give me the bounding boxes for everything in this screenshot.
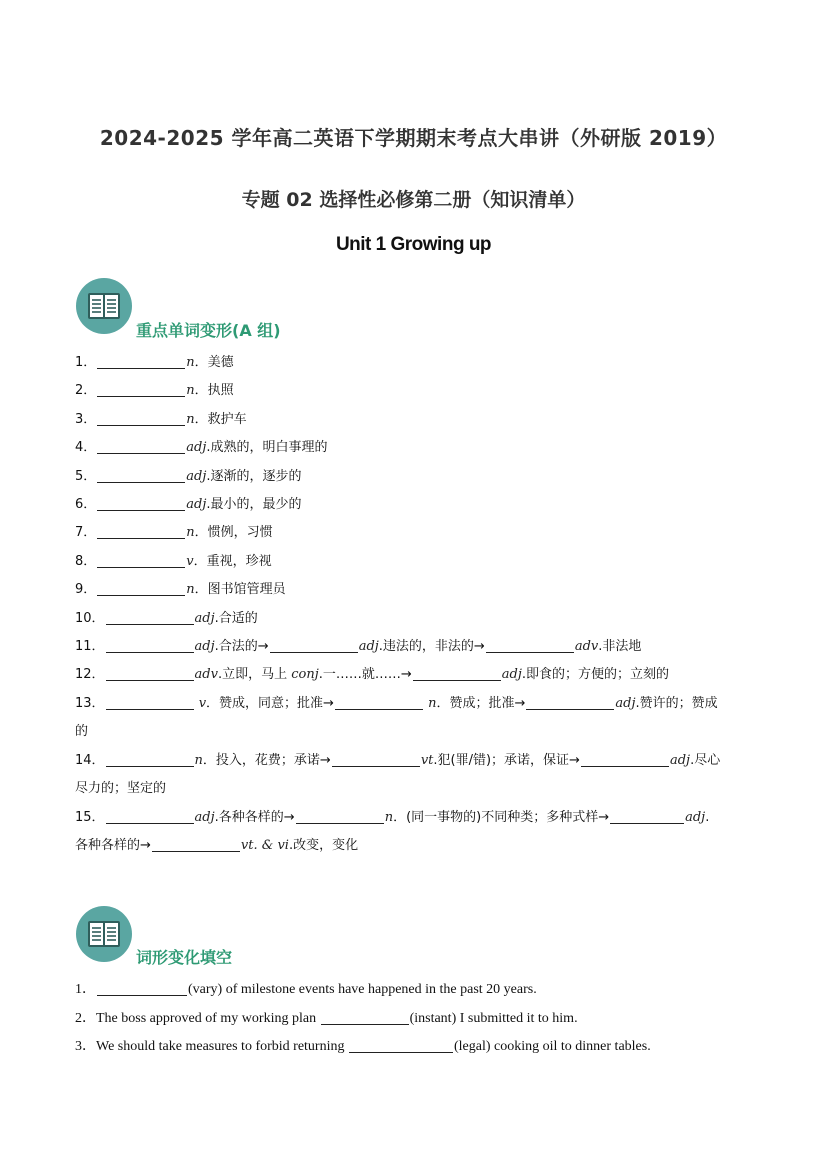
part-of-speech: adj bbox=[186, 440, 207, 456]
book-icon bbox=[88, 293, 120, 319]
meaning-text: 各种各样的→ bbox=[75, 837, 151, 853]
item-number: 1． bbox=[75, 982, 96, 997]
part-of-speech: adj bbox=[685, 809, 706, 825]
answer-blank[interactable] bbox=[106, 666, 194, 681]
answer-blank[interactable] bbox=[581, 752, 669, 767]
part-of-speech: n bbox=[186, 383, 195, 399]
item-number: 3． bbox=[75, 1039, 96, 1054]
part-of-speech: n bbox=[384, 809, 394, 825]
item-number: 12． bbox=[75, 667, 105, 683]
answer-blank[interactable] bbox=[413, 666, 501, 681]
meaning-text: .成熟的，明白事理的 bbox=[206, 440, 328, 456]
answer-blank[interactable] bbox=[97, 524, 185, 539]
word-form-exercise-list bbox=[75, 976, 775, 1062]
list-item-continuation bbox=[75, 832, 755, 860]
part-of-speech: adj bbox=[186, 468, 207, 484]
part-of-speech: v bbox=[186, 553, 194, 569]
unit-title: Unit 1 Growing up bbox=[335, 234, 492, 255]
exercise-item bbox=[75, 1033, 775, 1062]
meaning-text: 的 bbox=[75, 724, 89, 740]
item-number: 7． bbox=[75, 525, 97, 541]
item-number: 14． bbox=[75, 752, 105, 768]
part-of-speech: conj bbox=[291, 667, 319, 683]
answer-blank[interactable] bbox=[106, 638, 194, 653]
item-number: 6． bbox=[75, 497, 97, 513]
answer-blank[interactable] bbox=[270, 638, 358, 653]
part-of-speech: adv bbox=[574, 639, 599, 655]
part-of-speech: n bbox=[186, 411, 195, 427]
item-number: 15． bbox=[75, 809, 105, 825]
part-of-speech: adj bbox=[615, 695, 636, 711]
meaning-text: .各种各样的→ bbox=[214, 809, 295, 825]
part-of-speech: adv bbox=[194, 667, 218, 683]
meaning-text: ．重视，珍视 bbox=[193, 553, 272, 569]
list-item bbox=[75, 548, 755, 576]
item-number: 13． bbox=[75, 695, 105, 711]
part-of-speech: n bbox=[428, 695, 437, 711]
part-of-speech: n bbox=[186, 525, 195, 541]
meaning-text: ．救护车 bbox=[194, 411, 247, 427]
part-of-speech: adj bbox=[194, 639, 215, 655]
meaning-text: .犯(罪/错)；承诺，保证→ bbox=[433, 752, 580, 768]
item-number: 10． bbox=[75, 610, 105, 626]
sentence-text: We should take measures to forbid returning bbox=[96, 1039, 348, 1054]
meaning-text: .赞许的；赞成 bbox=[635, 695, 718, 711]
meaning-text: .非法地 bbox=[598, 639, 642, 655]
sentence-text: I submitted it to him. bbox=[456, 1010, 578, 1026]
item-number: 5． bbox=[75, 468, 97, 484]
list-item bbox=[75, 747, 755, 775]
section-label: 重点单词变形(A 组) bbox=[136, 321, 281, 340]
part-of-speech: n bbox=[186, 355, 195, 370]
answer-blank[interactable] bbox=[321, 1010, 409, 1025]
section-badge bbox=[76, 278, 132, 334]
list-item bbox=[75, 491, 755, 519]
answer-blank[interactable] bbox=[97, 439, 185, 454]
list-item-continuation bbox=[75, 718, 755, 746]
answer-blank[interactable] bbox=[332, 752, 420, 767]
answer-blank[interactable] bbox=[97, 553, 185, 568]
item-number: 1． bbox=[75, 355, 97, 370]
part-of-speech: n bbox=[186, 582, 195, 598]
exercise-item bbox=[75, 1005, 775, 1034]
item-number: 3． bbox=[75, 411, 97, 427]
list-item-continuation bbox=[75, 775, 755, 803]
meaning-text: .尽心 bbox=[690, 752, 721, 768]
part-of-speech: adj bbox=[669, 752, 691, 768]
list-item bbox=[75, 519, 755, 547]
meaning-text: .改变，变化 bbox=[288, 837, 359, 853]
part-of-speech: vt bbox=[420, 752, 434, 768]
meaning-text: ．投入，花费；承诺→ bbox=[202, 752, 331, 768]
item-number: 2． bbox=[75, 383, 97, 399]
meaning-text: .逐渐的，逐步的 bbox=[206, 468, 302, 484]
item-number: 9． bbox=[75, 582, 97, 598]
list-item bbox=[75, 377, 755, 405]
part-of-speech: v bbox=[198, 695, 207, 711]
answer-blank[interactable] bbox=[296, 809, 384, 824]
sentence-text: cooking oil to dinner tables. bbox=[490, 1039, 651, 1054]
list-item bbox=[75, 690, 755, 718]
part-of-speech: adj bbox=[186, 497, 207, 513]
meaning-text: .即食的；方便的；立刻的 bbox=[521, 667, 670, 683]
answer-blank[interactable] bbox=[486, 638, 574, 653]
answer-blank[interactable] bbox=[97, 354, 185, 369]
answer-blank[interactable] bbox=[106, 695, 194, 710]
answer-blank[interactable] bbox=[610, 809, 684, 824]
answer-blank[interactable] bbox=[97, 981, 187, 996]
part-of-speech: adj bbox=[358, 639, 379, 655]
answer-blank[interactable] bbox=[97, 496, 185, 511]
meaning-text: .最小的，最少的 bbox=[206, 497, 302, 513]
meaning-text: ．美德 bbox=[194, 355, 234, 370]
meaning-text: ．赞成，同意；批准→ bbox=[206, 695, 334, 711]
list-item bbox=[75, 434, 755, 462]
answer-blank[interactable] bbox=[106, 809, 194, 824]
meaning-text: ．执照 bbox=[194, 383, 234, 399]
list-item bbox=[75, 349, 755, 377]
list-item bbox=[75, 661, 755, 689]
document-main-title: 2024-2025 学年高二英语下学期期末考点大串讲（外研版 2019） bbox=[99, 126, 728, 150]
document-subtitle: 专题 02 选择性必修第二册（知识清单） bbox=[241, 189, 586, 211]
item-number: 11． bbox=[75, 639, 105, 655]
word-hint: (instant) bbox=[409, 1010, 457, 1026]
item-number: 2． bbox=[75, 1010, 96, 1026]
answer-blank[interactable] bbox=[152, 837, 240, 852]
answer-blank[interactable] bbox=[335, 695, 423, 710]
meaning-text: .合法的→ bbox=[214, 639, 269, 655]
list-item bbox=[75, 804, 755, 832]
list-item bbox=[75, 406, 755, 434]
answer-blank[interactable] bbox=[106, 610, 194, 625]
part-of-speech: n bbox=[194, 752, 203, 768]
meaning-text: 尽力的；坚定的 bbox=[75, 781, 167, 797]
exercise-item bbox=[75, 976, 775, 1005]
answer-blank[interactable] bbox=[97, 411, 185, 426]
word-hint: (legal) bbox=[453, 1039, 491, 1054]
meaning-text: .违法的，非法的→ bbox=[378, 639, 485, 655]
list-item bbox=[75, 633, 755, 661]
list-item bbox=[75, 576, 755, 604]
section-badge bbox=[76, 906, 132, 962]
section-label: 词形变化填空 bbox=[136, 948, 233, 967]
part-of-speech: adj bbox=[501, 667, 522, 683]
meaning-text: . bbox=[705, 809, 710, 825]
vocabulary-list bbox=[75, 349, 755, 860]
part-of-speech: vt. & vi bbox=[240, 837, 289, 853]
meaning-text: ．(同一事物的)不同种类；多种式样→ bbox=[393, 809, 610, 825]
answer-blank[interactable] bbox=[97, 468, 185, 483]
meaning-text: ．惯例，习惯 bbox=[194, 525, 273, 541]
answer-blank[interactable] bbox=[106, 752, 194, 767]
answer-blank[interactable] bbox=[97, 581, 185, 596]
meaning-text: ．赞成；批准→ bbox=[436, 695, 526, 711]
sentence-text: The boss approved of my working plan bbox=[96, 1010, 320, 1026]
meaning-text: .一……就……→ bbox=[318, 667, 412, 683]
part-of-speech: adj bbox=[194, 610, 215, 626]
word-hint: (vary) bbox=[188, 982, 223, 997]
item-number: 4． bbox=[75, 440, 97, 456]
book-icon bbox=[88, 921, 120, 947]
list-item bbox=[75, 463, 755, 491]
meaning-text: .立即，马上 bbox=[217, 667, 292, 683]
answer-blank[interactable] bbox=[526, 695, 614, 710]
part-of-speech: adj bbox=[194, 809, 215, 825]
answer-blank[interactable] bbox=[349, 1038, 453, 1053]
meaning-text: .合适的 bbox=[214, 610, 258, 626]
meaning-text: ．图书馆管理员 bbox=[194, 582, 286, 598]
sentence-text: of milestone events have happened in the past 20 years. bbox=[222, 982, 537, 997]
answer-blank[interactable] bbox=[97, 382, 185, 397]
list-item bbox=[75, 605, 755, 633]
item-number: 8． bbox=[75, 553, 97, 569]
